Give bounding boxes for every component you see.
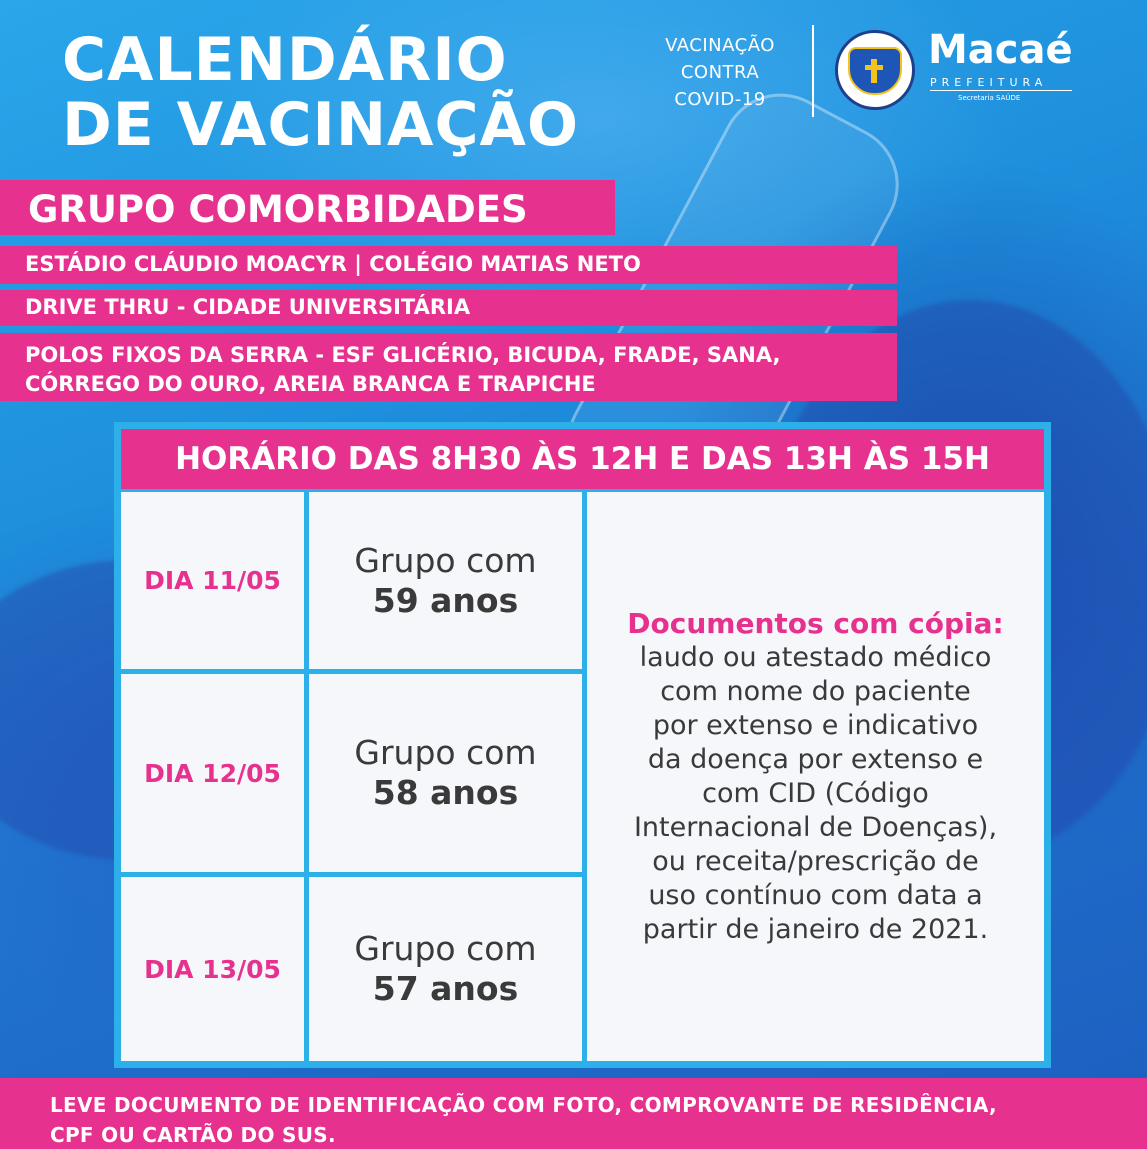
group-cell-1 bbox=[309, 492, 582, 669]
schedule-header: HORÁRIO DAS 8H30 ÀS 12H E DAS 13H ÀS 15H bbox=[121, 429, 1044, 489]
documents-title: Documentos com cópia: bbox=[627, 606, 1004, 640]
brand-subtitle: PREFEITURA bbox=[930, 76, 1072, 91]
covid-label-line2: CONTRA bbox=[680, 62, 760, 83]
documents-line: com nome do paciente bbox=[660, 675, 971, 707]
brand-secretaria: Secretaria SAÚDE bbox=[958, 94, 1021, 102]
age-label-2: 58 anos bbox=[372, 773, 519, 812]
documents-line: Internacional de Doenças), bbox=[633, 811, 998, 843]
footer-band bbox=[0, 1078, 1147, 1149]
group-label-2: Grupo com bbox=[354, 733, 537, 772]
covid-label-line3: COVID-19 bbox=[674, 89, 766, 110]
documents-cell bbox=[587, 492, 1044, 1061]
group-title: GRUPO COMORBIDADES bbox=[28, 188, 528, 231]
group-label-1: Grupo com bbox=[354, 540, 537, 580]
covid-label-line1: VACINAÇÃO bbox=[665, 35, 775, 56]
location-1: ESTÁDIO CLÁUDIO MOACYR | COLÉGIO MATIAS NETO bbox=[25, 252, 641, 276]
documents-line: partir de janeiro de 2021. bbox=[642, 913, 989, 945]
documents-line: com CID (Código bbox=[702, 777, 929, 809]
day-cell-2 bbox=[121, 674, 304, 872]
page-title-line1: CALENDÁRIO bbox=[62, 25, 508, 95]
day-label-1: DIA 11/05 bbox=[144, 566, 281, 595]
documents-line: uso contínuo com data a bbox=[648, 879, 983, 911]
location-2: DRIVE THRU - CIDADE UNIVERSITÁRIA bbox=[25, 295, 471, 319]
brand-name: Macaé bbox=[928, 27, 1073, 73]
group-label-3: Grupo com bbox=[354, 929, 537, 968]
schedule-table bbox=[114, 422, 1051, 1068]
documents-line: ou receita/prescrição de bbox=[652, 845, 979, 877]
documents-line: da doença por extenso e bbox=[647, 743, 984, 775]
group-title-band bbox=[0, 180, 615, 235]
day-cell-1 bbox=[121, 492, 304, 669]
day-cell-3 bbox=[121, 877, 304, 1061]
age-label-1: 59 anos bbox=[372, 580, 519, 620]
city-seal-logo bbox=[835, 30, 915, 110]
documents-line: por extenso e indicativo bbox=[652, 709, 979, 741]
covid-campaign-label bbox=[640, 32, 800, 113]
group-cell-3 bbox=[309, 877, 582, 1061]
location-3-line2: CÓRREGO DO OURO, AREIA BRANCA E TRAPICHE bbox=[25, 372, 596, 396]
age-label-3: 57 anos bbox=[372, 969, 519, 1008]
location-3-line1: POLOS FIXOS DA SERRA - ESF GLICÉRIO, BICUDA, FRADE, SANA, bbox=[25, 343, 781, 367]
cross-icon bbox=[871, 59, 877, 83]
documents-line: laudo ou atestado médico bbox=[639, 641, 992, 673]
location-band-2 bbox=[0, 290, 897, 326]
footer-line1: LEVE DOCUMENTO DE IDENTIFICAÇÃO COM FOTO, COMPROVANTE DE RESIDÊNCIA, bbox=[50, 1093, 997, 1117]
day-label-3: DIA 13/05 bbox=[144, 954, 281, 984]
day-label-2: DIA 12/05 bbox=[144, 758, 281, 788]
location-band-1 bbox=[0, 246, 897, 284]
shield-icon bbox=[848, 47, 902, 95]
footer-line2: CPF OU CARTÃO DO SUS. bbox=[50, 1123, 336, 1147]
header-divider bbox=[812, 25, 814, 117]
location-band-3 bbox=[0, 333, 897, 401]
group-cell-2 bbox=[309, 674, 582, 872]
page-title-line2: DE VACINAÇÃO bbox=[62, 90, 579, 160]
